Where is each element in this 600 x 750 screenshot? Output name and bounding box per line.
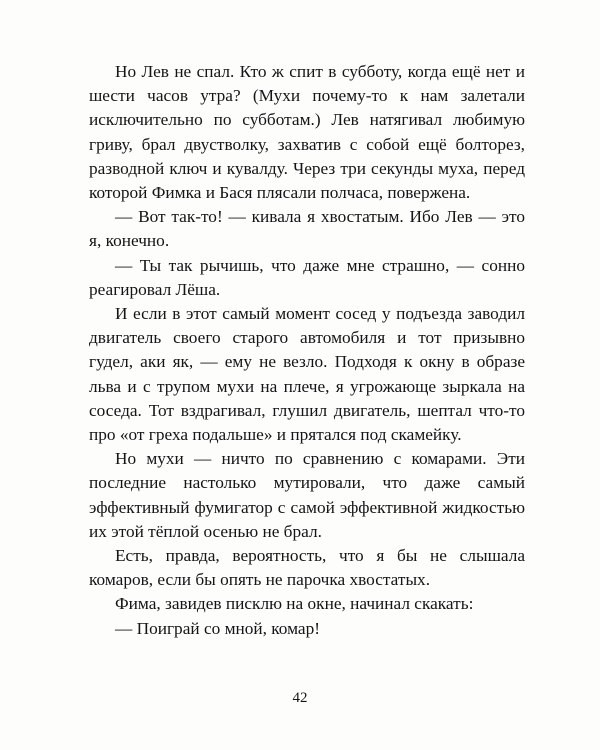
paragraph-7: Фима, завидев писклю на окне, начинал скакать:: [115, 594, 474, 614]
paragraph-4: И если в этот самый момент сосед у подъезда заводил двигатель своего старого автомобиля и тот призывно гудел, аки як, — ему не везло. Подходя к окну в образе льва и с трупом мухи на плече, я угрожающе зыркала на соседа. Тот вздрагивал, глушил двигатель, шептал что-то про «от греха подальше» и прятался под скамейку.: [89, 304, 525, 445]
paragraph-3: — Ты так рычишь, что даже мне страшно, — сонно реагировал Лёша.: [89, 255, 525, 299]
paragraph-6: Есть, правда, вероятность, что я бы не слышала комаров, если бы опять не парочка хвостатых.: [89, 546, 525, 590]
paragraph-5: Но мухи — ничто по сравнению с комарами. Эти последние настолько мутировали, что даже самый эффективный фумигатор с самой эффективной жидкостью их этой тёплой осенью не брал.: [89, 449, 525, 541]
page-body-text: [89, 60, 525, 641]
paragraph-8: — Поиграй со мной, комар!: [115, 618, 320, 638]
page-number: 42: [292, 690, 308, 706]
paragraph-1: Но Лев не спал. Кто ж спит в субботу, когда ещё нет и шести часов утра? (Мухи почему-то к нам залетали исключительно по субботам.) Лев натягивал любимую гриву, брал двустволку, захватив с собой ещё болторез, разводной ключ и кувалду. Через три секунды муха, перед которой Фимка и Бася плясали полчаса, повержена.: [89, 62, 525, 203]
paragraph-2: — Вот так-то! — кивала я хвостатым. Ибо Лев — это я, конечно.: [89, 207, 525, 251]
